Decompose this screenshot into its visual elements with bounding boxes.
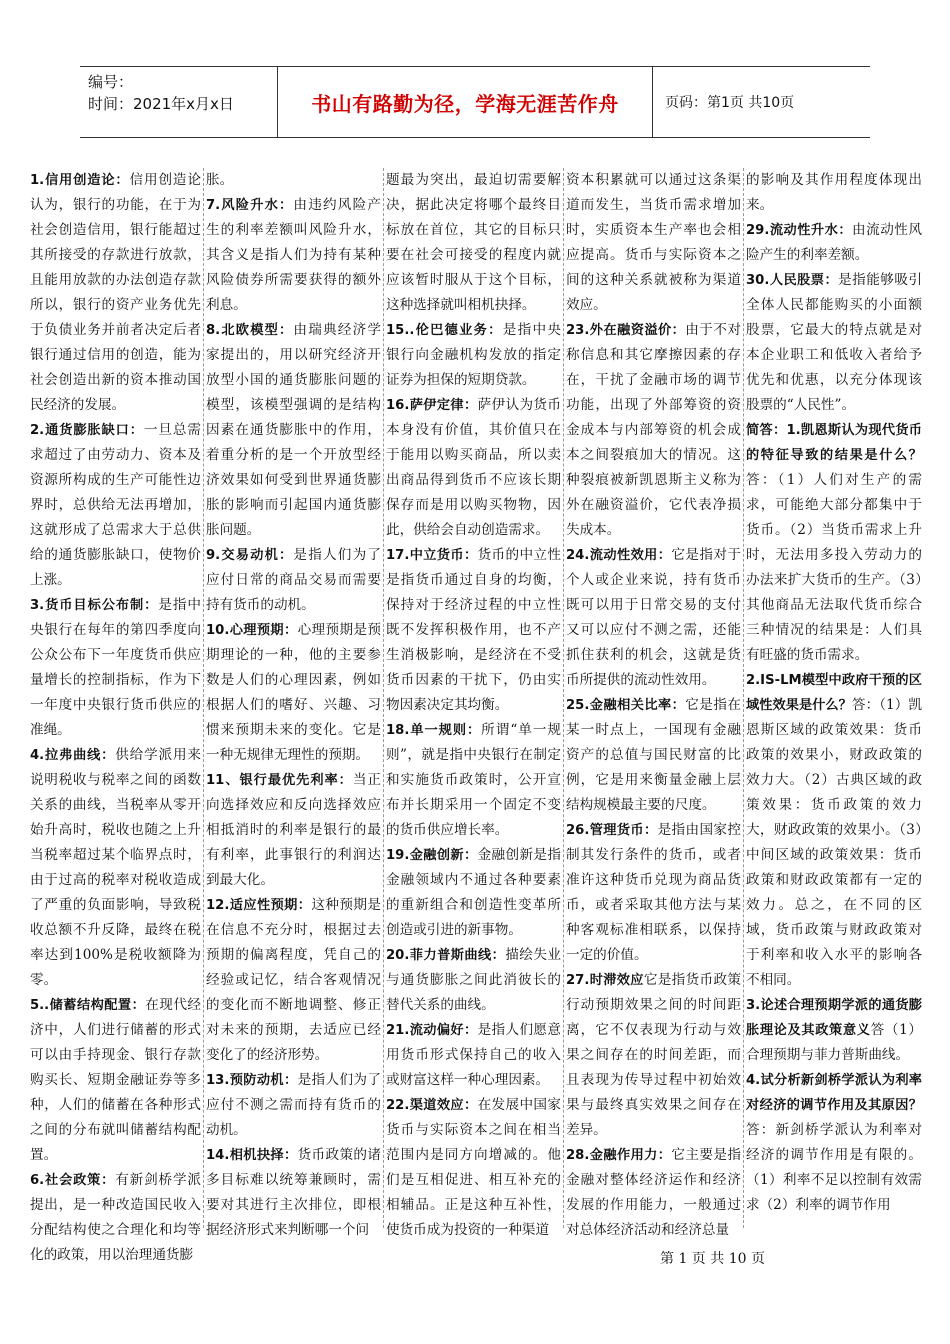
- term-entry: [386, 543, 561, 718]
- term-definition: 由流动性风险产生的利率差额。: [746, 222, 922, 263]
- term-entry: [566, 318, 741, 543]
- term-entry: [206, 168, 381, 193]
- term-definition: 一旦总需求超过了由劳动力、资本及资源所构成的生产可能性边界时，总供给无法再增加，这就形成了总需求大于总供给的通货膨胀缺口，使物价上涨。: [30, 422, 202, 588]
- term-definition: 描绘失业与通货膨胀之间此消彼长的替代关系的曲线。: [386, 947, 561, 1013]
- term-title: 28.金融作用力：: [566, 1148, 672, 1163]
- term-entry: [386, 393, 561, 543]
- term-title: 8.北欧模型：: [206, 323, 294, 338]
- term-title: 25.金融相关比率：: [566, 698, 686, 713]
- term-definition: 当正向选择效应和反向选择效应相抵消时的利率是银行的最有利率，此事银行的利润达到最大化。: [206, 772, 381, 888]
- term-entry: [206, 893, 381, 1068]
- term-entry: [206, 1068, 381, 1143]
- term-definition: 是指由国家控制其发行条件的货币，或者准许这种货币兑现为商品货币，或者采取其他方法与某种客观标准相联系，以保持一定的价值。: [566, 822, 741, 963]
- term-title: 29.流动性升水：: [746, 223, 853, 238]
- term-entry: [746, 168, 922, 218]
- term-title: 9.交易动机：: [206, 548, 294, 563]
- term-entry: [386, 843, 561, 943]
- term-definition: 由于不对称信息和其它摩擦因素的存在，干扰了金融市场的调节功能，出现了外部筹资的资金成本与内部筹资的机会成本之间裂痕加大的情况。这种裂痕被新凯恩斯主义称为外在融资溢价，它代表净损失成本。: [566, 322, 741, 538]
- term-definition: 是指能够吸引全体人民都能购买的小面额股票，它最大的特点就是对本企业职工和低收入者给予优先和优惠，以充分体现该股票的“人民性”。: [746, 272, 923, 413]
- column-5: [744, 168, 924, 1228]
- term-title: 3.论述合理预期学派的通货膨胀理论及其政策意义: [746, 998, 922, 1038]
- term-title: 26.管理货币：: [566, 823, 658, 838]
- term-definition: 萨伊认为货币本身没有价值，其价值只在于能用以购买商品，所以卖出商品得到货币不应该长期保存而是用以购买物物，因此，供给会自动创造需求。: [386, 397, 561, 538]
- term-title: 30.人民股票：: [746, 273, 839, 288]
- term-entry: [566, 693, 741, 818]
- term-definition: 在现代经济中，人们进行储蓄的形式可以由手持现金、银行存款购买长、短期金融证券等多种，人们的储蓄在各种形式之间的分布就叫储蓄结构配置。: [30, 997, 202, 1163]
- term-definition: 资本积累就可以通过这条渠道而发生，当货币需求增加时，实质资本生产率也会相应提高。货币与实际资本之间的这种关系就被称为渠道效应。: [566, 172, 741, 313]
- column-4: [564, 168, 744, 1238]
- term-title: 14.相机抉择：: [206, 1148, 298, 1163]
- term-definition: 它是指在某一时点上，一国现有金融资产的总值与国民财富的比例，它是用来衡量金融上层结构规模最主要的尺度。: [566, 697, 741, 813]
- term-entry: [746, 993, 922, 1068]
- term-entry: [206, 1143, 381, 1243]
- term-definition: 它主要是指金融对整体经济运作和经济发展的作用能力，一般通过对总体经济活动和经济总量: [566, 1147, 741, 1238]
- term-entry: [566, 968, 741, 1143]
- term-entry: [206, 193, 381, 318]
- term-title: 22.渠道效应：: [386, 1098, 478, 1113]
- column-2: [204, 168, 384, 1238]
- page-footer: 第 1 页 共 10 页: [660, 1251, 765, 1267]
- page-header: [80, 66, 870, 138]
- term-definition: 是指人们为了应付日常的商品交易而需要持有货币的动机。: [206, 547, 382, 613]
- time-label: 时间：2021年x月x日: [88, 95, 234, 113]
- term-entry: [746, 218, 922, 268]
- term-title: 13.预防动机：: [206, 1073, 298, 1088]
- term-entry: [566, 818, 741, 968]
- term-definition: 胀。: [206, 172, 234, 188]
- term-entry: [386, 943, 561, 1018]
- term-definition: 金融创新是指金融领域内不通过各种要素的重新组合和创造性变革所创造或引进的新事物。: [386, 847, 561, 938]
- term-definition: 答：（1）人们对生产的需求，可能绝大部分都集中于货币。（2）当货币需求上升时，无法用多投入劳动力的办法来扩大货币的生产。（3）其他商品无法取代货币综合三种情况的结果是：人们具有旺盛的货币需求。: [746, 472, 922, 663]
- term-entry: [206, 768, 381, 893]
- term-entry: [386, 718, 561, 843]
- header-meta: [80, 67, 278, 137]
- term-definition: 是指人们为了应付不测之需而持有货币的动机。: [206, 1072, 381, 1138]
- term-entry: [206, 318, 381, 543]
- term-title: 10.心理预期：: [206, 623, 298, 638]
- term-definition: 这种预期是在信息不充分时，根据过去预期的偏离程度，凭自己的经验或记忆，结合客观情况的变化而不断地调整、修正对未来的预期，去适应已经变化了的经济形势。: [206, 897, 381, 1063]
- term-title: 简答：1.凯恩斯认为现代货币的特征导致的结果是什么？: [746, 423, 922, 463]
- term-definition: 答：（1）凯恩斯区域的政策效果：货币政策的效果小，财政政策的效力大。（2）古典区域的政策效果：货币政策的效力大，财政政策的效果小。（3）中间区域的政策效果：货币政策和财政政策都有一定的效力。总之，在不同的区域，货币政策与财政政策对于利率和收入水平的影响各不相同。: [746, 697, 922, 988]
- term-entry: [386, 1018, 561, 1093]
- term-title: 2.通货膨胀缺口：: [30, 423, 144, 438]
- term-definition: 是指中央银行在每年的第四季度向公众公布下一年度货币供应量增长的控制指标，作为下一年度中央银行货币供应的准绳。: [30, 597, 202, 738]
- term-title: 7.风险升水：: [206, 198, 294, 213]
- term-definition: 在发展中国家货币与实际资本之间在相当范围内是同方向增减的。他们是互相促进、相互补充的相辅品。正是这种互补性，使货币成为投资的一种渠道: [386, 1097, 561, 1238]
- term-title: 20.菲力普斯曲线：: [386, 948, 506, 963]
- term-entry: [566, 1143, 741, 1243]
- term-entry: [30, 593, 201, 743]
- term-definition: 货币政策的诸多目标难以统筹兼顾时，需要对其进行主次排位，即根据经济形式来判断哪一个问: [206, 1147, 381, 1238]
- term-title: 24.流动性效用：: [566, 548, 672, 563]
- term-definition: 是指人们愿意用货币形式保持自己的收入或财富这样一种心理因素。: [386, 1022, 561, 1088]
- term-entry: [30, 1168, 201, 1268]
- term-title: 16.萨伊定律：: [386, 398, 478, 413]
- term-title: 17.中立货币：: [386, 548, 478, 563]
- term-title: 5..储蓄结构配置：: [30, 998, 146, 1013]
- page-label: 页码：第1页 共10页: [665, 95, 795, 111]
- term-title: 4.试分析新剑桥学派认为利率对经济的调节作用及其原因？: [746, 1073, 922, 1113]
- term-entry: [746, 418, 922, 668]
- term-entry: [386, 1093, 561, 1243]
- term-title: 15..伦巴德业务：: [386, 323, 503, 338]
- term-definition: 它是指货币政策行动预期效果之间的时间距离，它不仅表现为行动与效果之间存在的时间差距，而且表现为传导过程中初始效果与最终真实效果之间存在差异。: [566, 972, 741, 1138]
- term-entry: [30, 743, 201, 993]
- term-title: 18.单一规则：: [386, 723, 482, 738]
- term-title: 3.货币目标公布制：: [30, 598, 159, 613]
- term-title: 12.适应性预期：: [206, 898, 312, 913]
- term-entry: [386, 318, 561, 393]
- term-definition: 的影响及其作用程度体现出来。: [746, 172, 922, 213]
- term-definition: 答（1）合理预期与菲力普斯曲线。: [746, 1022, 922, 1063]
- term-definition: 供给学派用来说明税收与税率之间的函数关系的曲线，当税率从零开始升高时，税收也随之上升当税率超过某个临界点时，由于过高的税率对税收造成了严重的负面影响，导致税收总额不升反降，最终在税率达到100%是税收额降为零。: [30, 747, 201, 988]
- term-entry: [30, 993, 201, 1168]
- term-definition: 是指中央银行向金融机构发放的指定证券为担保的短期贷款。: [386, 322, 561, 388]
- term-entry: [566, 168, 741, 318]
- term-title: 2.IS-LM模型中政府干预的区域性效果是什么？: [746, 673, 922, 713]
- term-title: 11、银行最优先利率：: [206, 773, 353, 788]
- term-entry: [746, 1068, 922, 1218]
- term-entry: [746, 668, 922, 993]
- term-title: 27.时滞效应: [566, 973, 644, 988]
- term-definition: 由违约风险产生的利率差额叫风险升水，其含义是指人们为持有某种风险债券所需要获得的额外利息。: [206, 197, 382, 313]
- term-entry: [206, 543, 381, 618]
- term-entry: [30, 168, 201, 418]
- term-entry: [566, 543, 741, 693]
- column-3: [384, 168, 564, 1238]
- term-definition: 货币的中立性是指货币通过自身的均衡，保持对于经济过程的中立性既不发挥积极作用，也不产生消极影响，是经济在不受货币因素的干扰下，仍由实物因素决定其均衡。: [386, 547, 561, 713]
- term-definition: 有新剑桥学派提出，是一种改造国民收入分配结构使之合理化和均等化的政策，用以治理通货膨: [30, 1172, 201, 1263]
- number-label: 编号：: [88, 73, 134, 91]
- term-title: 19.金融创新：: [386, 848, 478, 863]
- term-title: 4.拉弗曲线：: [30, 748, 116, 763]
- term-definition: 它是指对于个人或企业来说，持有货币既可以用于日常交易的支付又可以应付不测之需，还能抓住获利的机会，这就是货币所提供的流动性效用。: [566, 547, 741, 688]
- term-definition: 答：新剑桥学派认为利率对经济的调节作用是有限的。（1）利率不足以控制有效需求（2）利率的调节作用: [746, 1122, 922, 1213]
- term-definition: 题最为突出，最迫切需要解决，据此决定将哪个最终目标放在首位，其它的目标只要在社会可接受的程度内就应该暂时服从于这个目标，这种选择就叫相机抉择。: [386, 172, 561, 313]
- term-title: 21.流动偏好：: [386, 1023, 478, 1038]
- term-title: 23.外在融资溢价：: [566, 323, 686, 338]
- motto: 书山有路勤为径，学海无涯苦作舟: [278, 67, 653, 137]
- term-definition: 所谓“单一规则”，就是指中央银行在制定和实施货币政策时，公开宣布并长期采用一个固定不变的货币供应增长率。: [386, 722, 561, 838]
- term-definition: 信用创造论认为，银行的功能，在于为社会创造信用，银行能超过其所接受的存款进行放款，且能用放款的办法创造存款所以，银行的资产业务优先于负债业务并前者决定后者银行通过信用的创造，能为社会创造出新的资本推动国民经济的发展。: [30, 172, 202, 413]
- column-1: [28, 168, 204, 1263]
- term-entry: [206, 618, 381, 768]
- term-entry: [386, 168, 561, 318]
- term-definition: 心理预期是预期理论的一种，他的主要参数是人们的心理因素，例如根据人们的嗜好、兴趣、习惯来预期未来的变化。它是一种无规律无理性的预期。: [206, 622, 381, 763]
- term-definition: 由瑞典经济学家提出的，用以研究经济开放型小国的通货膨胀问题的模型，该模型强调的是结构因素在通货膨胀中的作用，着重分析的是一个开放型经济效果如何受到世界通货膨胀的影响而引起国内通货膨胀问题。: [206, 322, 382, 538]
- term-entry: [746, 268, 922, 418]
- term-title: 6.社会政策：: [30, 1173, 116, 1188]
- term-entry: [30, 418, 201, 593]
- term-title: 1.信用创造论：: [30, 173, 130, 188]
